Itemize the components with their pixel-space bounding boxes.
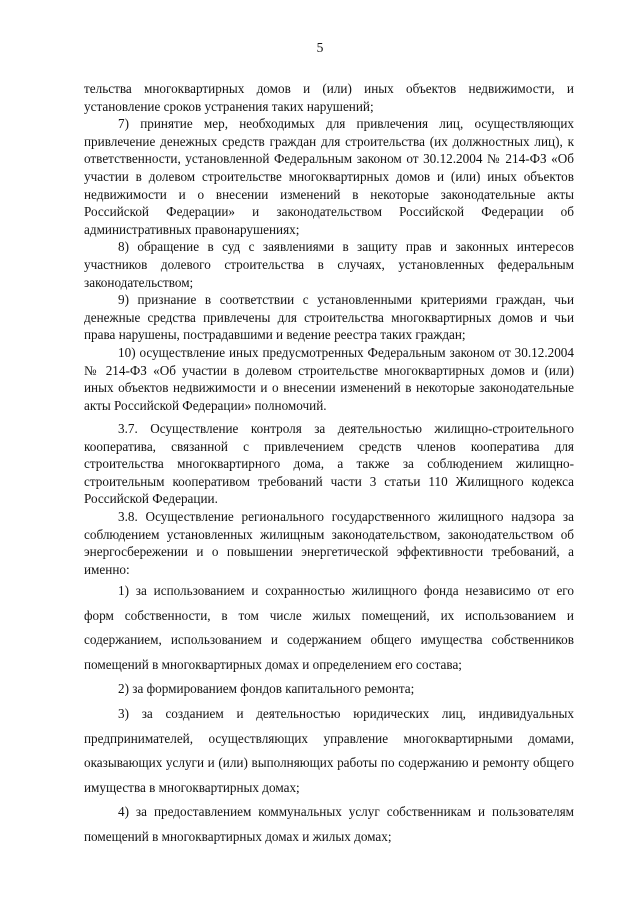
paragraph-sub-1: 1) за использованием и сохранностью жилищного фонда независимо от его форм собственности, в том числе жилых помещений, их использованием и содержанием, использованием и содержанием общего имущества собственников помещений в многоквартирных домах и определением его состава; [84,583,574,672]
paragraph-sub-3: 3) за созданием и деятельностью юридических лиц, индивидуальных предпринимателей, осуществляющих управление многоквартирными домами, оказывающих услуги и (или) выполняющих работы по содержанию и ремонту общего имущества в многоквартирных домах; [84,705,574,795]
page-number: 5 [316,40,324,55]
text-block-powers [84,80,574,414]
paragraph-continuation: тельства многоквартирных домов и (или) иных объектов недвижимости, и установление сроков устранения таких нарушений; [84,81,574,114]
paragraph-item-10: 10) осуществление иных предусмотренных Федеральным законом от 30.12.2004 № 214-ФЗ «Об участии в долевом строительстве многоквартирных домов и (или) иных объектов недвижимости и о внесении изменений в некоторые законодательные акты Российской Федерации» полномочий. [84,344,574,413]
text-block-sections [84,420,574,578]
paragraph-section-3-7: 3.7. Осуществление контроля за деятельностью жилищно-строительного кооператива, связанной с привлечением средств членов кооператива для строительства многоквартирного дома, а также за соблюдением жилищно-строительным кооперативом требований части 3 статьи 110 Жилищного кодекса Российской Федерации. [84,421,574,507]
text-block-supervision [84,579,574,850]
paragraph-section-3-8: 3.8. Осуществление регионального государственного жилищного надзора за соблюдением установленных жилищным законодательством, законодательством об энергосбережении и о повышении энергетической эффективности требований, а именно: [84,508,574,577]
paragraph-item-9: 9) признание в соответствии с установленными критериями граждан, чьи денежные средства привлечены для строительства многоквартирных домов и чьи права нарушены, пострадавшими и ведение реестра таких граждан; [84,292,574,343]
paragraph-sub-4: 4) за предоставлением коммунальных услуг собственникам и пользователям помещений в многоквартирных домах и жилых домах; [84,804,574,844]
paragraph-sub-2: 2) за формированием фондов капитального ремонта; [118,681,415,697]
paragraph-item-7: 7) принятие мер, необходимых для привлечения лиц, осуществляющих привлечение денежных средств граждан для строительства (их должностных лиц), к ответственности, установленной Федеральным законом от 30.12.2004 № 214-ФЗ «Об участии в долевом строительстве многоквартирных домов и (или) иных объектов недвижимости и о внесении изменений в некоторые законодательные акты Российской Федерации» и законодательством Российской Федерации об административных правонарушениях; [84,116,574,237]
paragraph-item-8: 8) обращение в суд с заявлениями в защиту прав и законных интересов участников долевого строительства в случаях, установленных федеральным законодательством; [84,239,574,290]
